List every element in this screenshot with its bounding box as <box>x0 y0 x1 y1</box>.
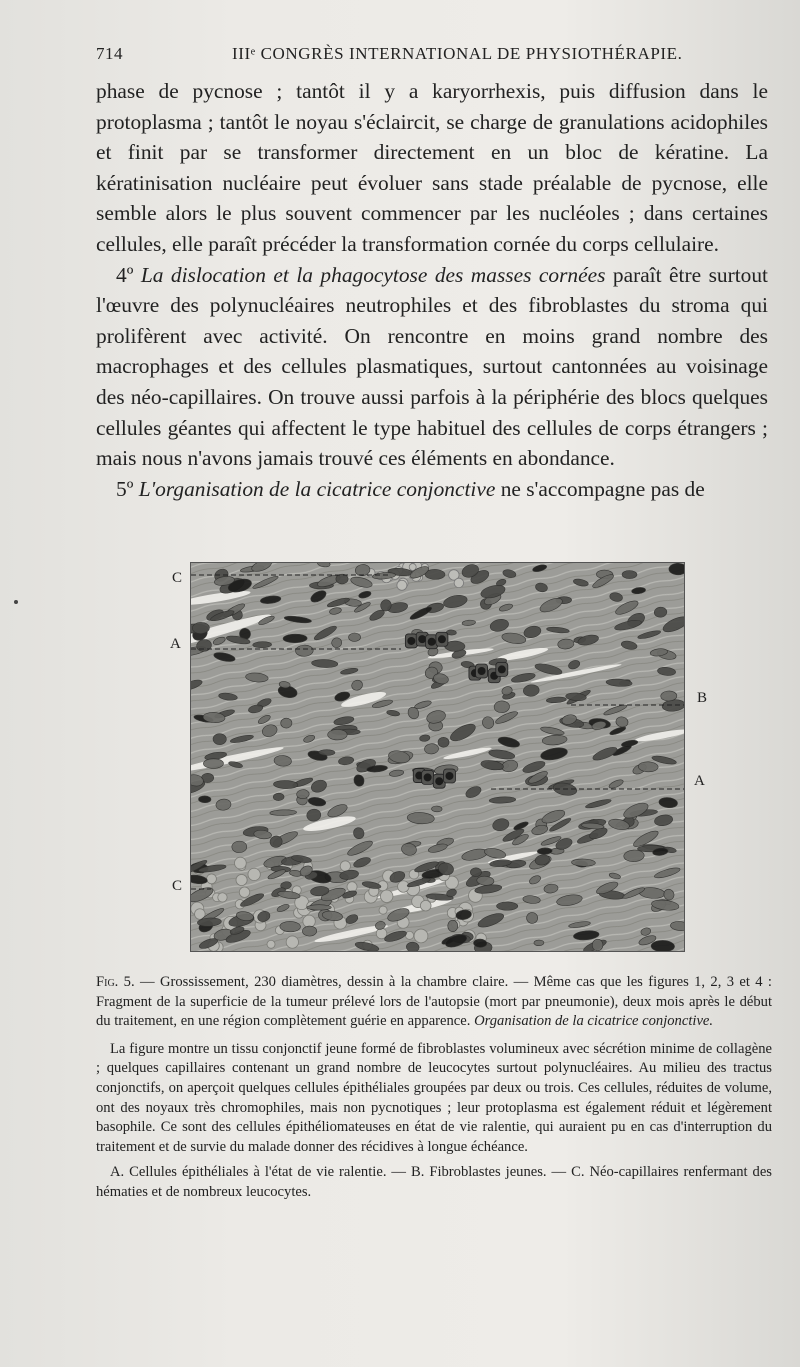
fibroblast-nucleus <box>438 737 449 747</box>
fibroblast-nucleus <box>232 841 247 853</box>
running-head: IIIᵉ CONGRÈS INTERNATIONAL DE PHYSIOTHÉRAPIE. <box>232 44 683 63</box>
red-blood-cell <box>248 868 260 880</box>
epithelial-nucleus <box>498 665 506 673</box>
caption-main <box>96 973 772 1032</box>
histology-figure <box>190 562 685 952</box>
red-blood-cell <box>347 882 357 892</box>
red-blood-cell <box>379 906 387 914</box>
red-blood-cell <box>218 893 227 902</box>
red-blood-cell <box>414 929 428 943</box>
caption-figure-ref: Fig. 5. <box>96 974 135 990</box>
tissue-illustration <box>191 563 684 951</box>
fibroblast-nucleus <box>213 733 227 744</box>
page-number: 714 <box>96 44 123 63</box>
epithelial-nucleus <box>424 773 432 781</box>
fibroblast-nucleus <box>661 691 677 701</box>
red-blood-cell <box>236 874 247 885</box>
caption-legend: A. Cellules épithéliales à l'état de vie ralentie. — B. Fibroblastes jeunes. — C. Néo-capillaires renfermant des hématies et de nombreux leucocytes. <box>96 1164 772 1200</box>
paragraph-4 <box>96 260 768 474</box>
epithelial-nucleus <box>438 635 446 643</box>
paragraph-5-number: 5º <box>116 476 139 501</box>
figure-label-a-right: A <box>694 773 705 789</box>
fibroblast-nucleus <box>203 759 223 769</box>
figure-label-c-bottom: C <box>172 878 183 894</box>
fibroblast-nucleus <box>534 940 544 946</box>
caption-description: La figure montre un tissu conjonctif jeune formé de fibroblastes volumineux avec sécrétion minime de collagène ; quelques capillaires contenant un grand nombre de leucocytes surtout polynucléaires. Au milieu des tractus conjonctifs, on aperçoit quelques cellules épithéliales groupées par deux ou trois. Ces cellules, réduites de volume, ont des noyaux très chromophiles, mais non pycnotiques ; leur protoplasma est également réduit et légèrement basophile. Ce sont des cellules épithéliomateuses en état de vie ralentie, qui auraient pu en cas d'interruption du traitement et de survie du malade donner des récidives à longue échéance. <box>96 1040 772 1155</box>
epithelial-nucleus <box>478 667 486 675</box>
figure-label-c-top: C <box>172 570 183 586</box>
fibroblast-nucleus <box>470 868 481 877</box>
fibroblast-nucleus <box>349 633 361 641</box>
fibroblast-nucleus <box>302 926 317 936</box>
figure-label-a-left: A <box>170 636 181 652</box>
epithelial-nucleus <box>428 638 436 646</box>
red-blood-cell <box>239 887 250 898</box>
paragraph-5-text: ne s'accompagne pas de <box>495 476 705 501</box>
fibroblast-nucleus <box>431 806 442 812</box>
paragraph-5 <box>96 474 768 505</box>
fibroblast-nucleus <box>473 939 487 948</box>
fibroblast-nucleus <box>328 729 348 740</box>
fibroblast-nucleus <box>273 793 284 801</box>
fibroblast-nucleus <box>496 902 517 910</box>
red-blood-cell <box>409 564 416 571</box>
fibroblast-nucleus <box>448 920 458 932</box>
fibroblast-nucleus <box>622 570 637 578</box>
paragraph-continuation: phase de pycnose ; tantôt il y a karyorrhexis, puis diffusion dans le protoplasma ; tantôt le noyau s'éclaircit, se charge de granulations acidophiles et finit par se transformer directement en un bloc de kératine. La kératinisation nucléaire peut évoluer sans stade préalable de pycnose, elle semble alors le plus souvent commencer par les nucléoles ; dans certaines cellules, elle paraît précéder la transformation cornée du corps cellulaire. <box>96 79 768 256</box>
paragraph-5-heading: L'organisation de la cicatrice conjonctive <box>138 476 496 501</box>
red-blood-cell <box>235 857 247 869</box>
red-blood-cell <box>303 915 315 927</box>
paragraph-4-number: 4º <box>116 262 141 287</box>
fibroblast-nucleus <box>307 905 331 910</box>
red-blood-cell <box>454 578 463 587</box>
epithelial-nucleus <box>418 635 426 643</box>
red-blood-cell <box>397 580 407 590</box>
figure-label-b-right: B <box>697 690 708 706</box>
figure-caption <box>96 973 772 1203</box>
red-blood-cell <box>286 936 298 948</box>
red-blood-cell <box>405 931 413 939</box>
fibroblast-nucleus <box>669 563 684 575</box>
fibroblast-nucleus <box>319 750 335 756</box>
epithelial-nucleus <box>407 637 415 645</box>
paragraph-4-heading: La dislocation et la phagocytose des masses cornées <box>140 262 606 287</box>
fibroblast-nucleus <box>253 642 272 648</box>
red-blood-cell <box>267 940 275 948</box>
epithelial-nucleus <box>435 777 443 785</box>
paragraph-4-text: paraît être surtout l'œuvre des polynucléaires neutrophiles et des fibroblastes du stroma qui prolifèrent avec activité. On rencontre en moins grand nombre des macrophages et des cellules plasmatiques, surtout cantonnées au voisinage des néo-capillaires. On trouve aussi parfois à la périphérie des blocs quelques cellules géantes qui affectent le type habituel des cellules de corps étrangers ; mais nous n'avons jamais trouvé ces éléments en abondance. <box>96 262 768 471</box>
fibroblast-nucleus <box>198 796 211 803</box>
epithelial-nucleus <box>445 772 453 780</box>
margin-speck <box>14 600 18 604</box>
body-text <box>96 76 768 504</box>
red-blood-cell <box>340 861 350 871</box>
red-blood-cell <box>380 890 393 903</box>
caption-main-italic: Organisation de la cicatrice conjonctive. <box>474 1013 714 1030</box>
fibroblast-nucleus <box>283 634 307 643</box>
red-blood-cell <box>207 874 217 884</box>
caption-main-text: — Grossissement, 230 diamètres, dessin à la chambre claire. — Même cas que les figures 1, 2, 3 et 4 : Fragment de la superficie de la tumeur prélevé lors de l'autopsie (mort par pneumonie), deux mois après le début du traitement, en une région complètement guérie en apparence. <box>96 974 772 1030</box>
